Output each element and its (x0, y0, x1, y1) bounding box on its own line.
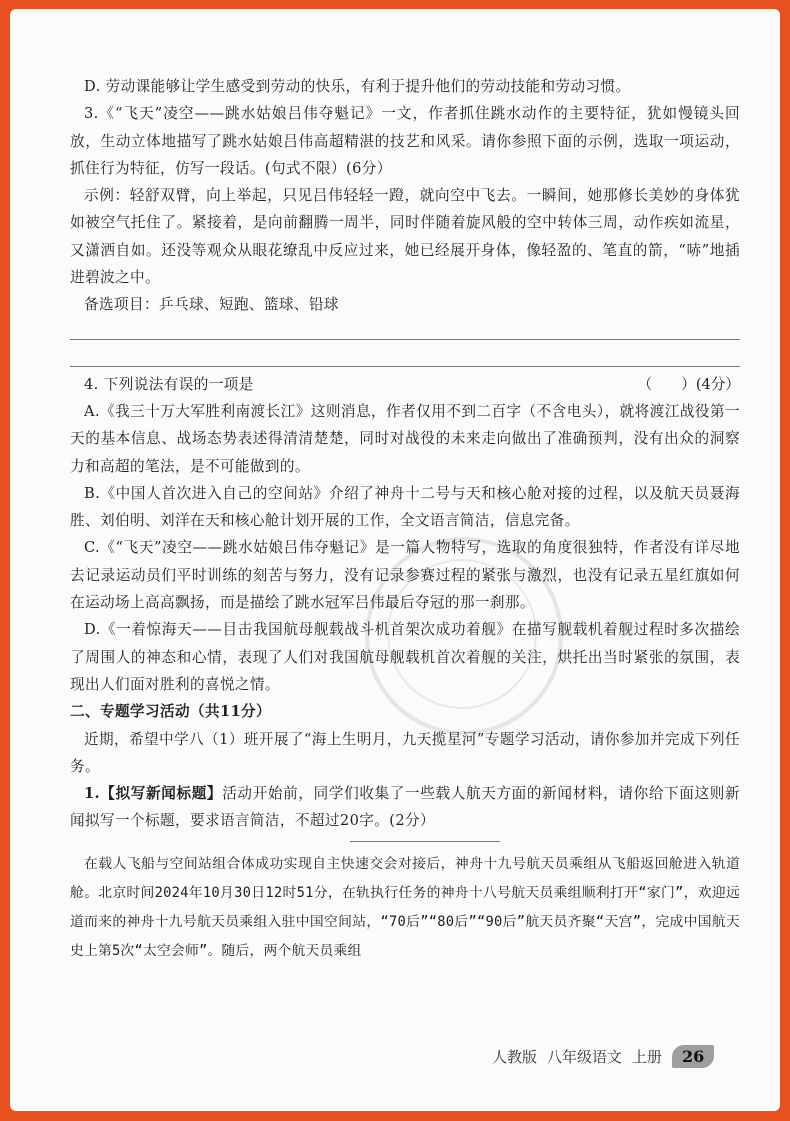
footer-volume: 上册 (632, 1048, 663, 1066)
title-answer-line[interactable] (350, 841, 500, 842)
question-4 (70, 371, 740, 398)
workbook-page (10, 9, 780, 1111)
section-2-heading: 二、专题学习活动（共11分） (70, 703, 272, 721)
q4-option-a: A.《我三十万大军胜利南渡长江》这则消息，作者仅用不到二百字（不含电头），就将渡江战役第一天的基本信息、战场态势表述得清清楚楚，同时对战役的未来走向做出了准确预判，没有出众的洞察力和高超的笔法，是不可能做到的。 (70, 402, 740, 475)
page-footer (492, 1045, 714, 1068)
footer-edition: 人教版 (492, 1048, 538, 1066)
question-3: 3.《“飞天”凌空——跳水姑娘吕伟夺魁记》一文，作者抓住跳水动作的主要特征，犹如慢镜头回放，生动立体地描写了跳水姑娘吕伟高超精湛的技艺和风采。请你参照下面的示例，选取一项运动，抓住行为特征，仿写一段话。(句式不限）(6分） (70, 105, 740, 177)
q4-option-c: C.《“飞天”凌空——跳水姑娘吕伟夺魁记》是一篇人物特写，选取的角度很独特，作者没有详尽地去记录运动员们平时训练的刻苦与努力，没有记录参赛过程的紧张与激烈，也没有记录五星红旗如何在运动场上高高飘扬，而是描绘了跳水冠军吕伟最后夺冠的那一刹那。 (70, 539, 740, 612)
page-number-badge: 26 (672, 1045, 714, 1068)
question-4-text: 4. 下列说法有误的一项是 (84, 375, 254, 393)
task-1-text: 活动开始前，同学们收集了一些载人航天方面的新闻材料，请你给下面这则新闻拟写一个标题，要求语言简洁，不超过20字。(2分） (70, 785, 740, 830)
footer-grade: 八年级语文 (547, 1048, 623, 1066)
answer-paren[interactable]: （ ）(4分） (637, 375, 740, 393)
q4-option-b: B.《中国人首次进入自己的空间站》介绍了神舟十二号与天和核心舱对接的过程，以及航天员聂海胜、刘伯明、刘洋在天和核心舱计划开展的工作，全文语言简洁，信息完备。 (70, 484, 740, 530)
news-passage: 在载人飞船与空间站组合体成功实现自主快速交会对接后，神舟十九号航天员乘组从飞船返回舱进入轨道舱。北京时间2024年10月30日12时51分，在轨执行任务的神舟十八号航天员乘组顺利打开“家门”，欢迎远道而来的神舟十九号航天员乘组入驻中国空间站，“70后”“80后”“90后”航天员齐聚“天宫”，完成中国航天史上第5次“太空会师”。随后，两个航天员乘组 (70, 855, 740, 959)
q2-option-d: D. 劳动课能够让学生感受到劳动的快乐，有利于提升他们的劳动技能和劳动习惯。 (84, 78, 631, 95)
page-content (70, 73, 740, 966)
example-paragraph: 示例：轻舒双臂，向上举起，只见吕伟轻轻一蹬，就向空中飞去。一瞬间，她那修长美妙的身体犹如被空气托住了。紧接着，是向前翻腾一周半，同时伴随着旋风般的空中转体三周，动作疾如流星，又潇洒自如。还没等观众从眼花缭乱中反应过来，她已经展开身体，像轻盈的、笔直的箭，“哧”地插进碧波之中。 (70, 187, 740, 287)
task-1 (70, 780, 740, 835)
task-1-tag: 1.【拟写新闻标题】 (84, 785, 223, 803)
q4-option-d: D.《一着惊海天——目击我国航母舰载战斗机首架次成功着舰》在描写舰载机着舰过程时多次描绘了周围人的神态和心情，表现了人们对我国航母舰载机首次着舰的关注，烘托出当时紧张的氛围，表现出人们面对胜利的喜悦之情。 (70, 621, 740, 693)
section-2-intro: 近期，希望中学八（1）班开展了“海上生明月，九天揽星河”专题学习活动，请你参加并完成下列任务。 (70, 730, 740, 775)
option-list: 备选项目：乒乓球、短跑、篮球、铅球 (84, 296, 339, 314)
